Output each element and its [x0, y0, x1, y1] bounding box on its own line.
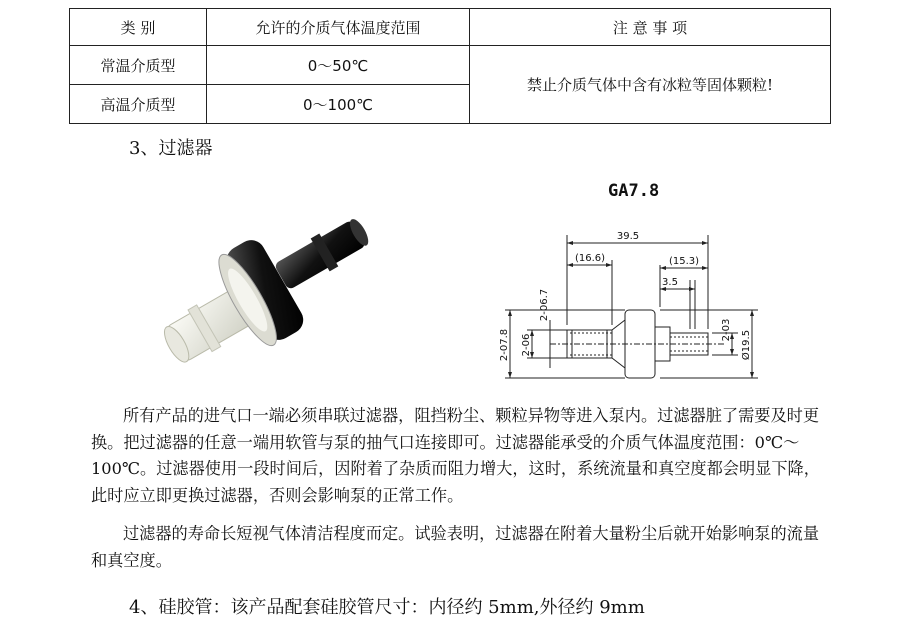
dim-body-dia: Ø19.5 — [741, 329, 752, 361]
row-type: 常温介质型 — [70, 46, 207, 85]
dim-left-length: (16.6) — [574, 253, 606, 264]
row-range: 0～50℃ — [207, 46, 470, 85]
table-header-row — [70, 9, 831, 46]
header-temp-range: 允许的介质气体温度范围 — [207, 9, 470, 46]
dim-step: 3.5 — [662, 277, 678, 288]
header-notes: 注 意 事 项 — [470, 9, 831, 46]
notes-cell: 禁止介质气体中含有冰粒等固体颗粒! — [470, 46, 831, 124]
filter-photo — [150, 190, 390, 380]
header-type: 类 别 — [70, 9, 207, 46]
row-range: 0～100℃ — [207, 85, 470, 124]
filter-technical-drawing — [480, 225, 780, 395]
dim-left-inner: 2-06 — [521, 333, 532, 357]
dim-right-inner: 2-03 — [721, 318, 732, 342]
row-type: 高温介质型 — [70, 85, 207, 124]
dim-left-outer: 2-07.8 — [499, 328, 510, 362]
spec-table — [69, 8, 831, 124]
section-3-heading: 3、过滤器 — [129, 138, 213, 159]
dim-left-mid: 2-06.7 — [539, 288, 550, 322]
paragraph-filter-usage: 所有产品的进气口一端必须串联过滤器，阻挡粉尘、颗粒异物等进入泵内。过滤器脏了需要及时更换。把过滤器的任意一端用软管与泵的抽气口连接即可。过滤器能承受的介质气体温度范围：0℃～100℃。过滤器使用一段时间后，因附着了杂质而阻力增大，这时，系统流量和真空度都会明显下降，此时应立即更换过滤器，否则会影响泵的正常工作。 — [91, 406, 820, 505]
dim-total-length: 39.5 — [616, 231, 640, 242]
table-row — [70, 46, 831, 85]
section-4-heading: 4、硅胶管：该产品配套硅胶管尺寸：内径约 5mm,外径约 9mm — [129, 597, 645, 618]
paragraph-filter-lifetime: 过滤器的寿命长短视气体清洁程度而定。试验表明，过滤器在附着大量粉尘后就开始影响泵的流量和真空度。 — [91, 524, 820, 570]
drawing-model-label: GA7.8 — [608, 181, 660, 201]
dim-right-length: (15.3) — [668, 256, 700, 267]
